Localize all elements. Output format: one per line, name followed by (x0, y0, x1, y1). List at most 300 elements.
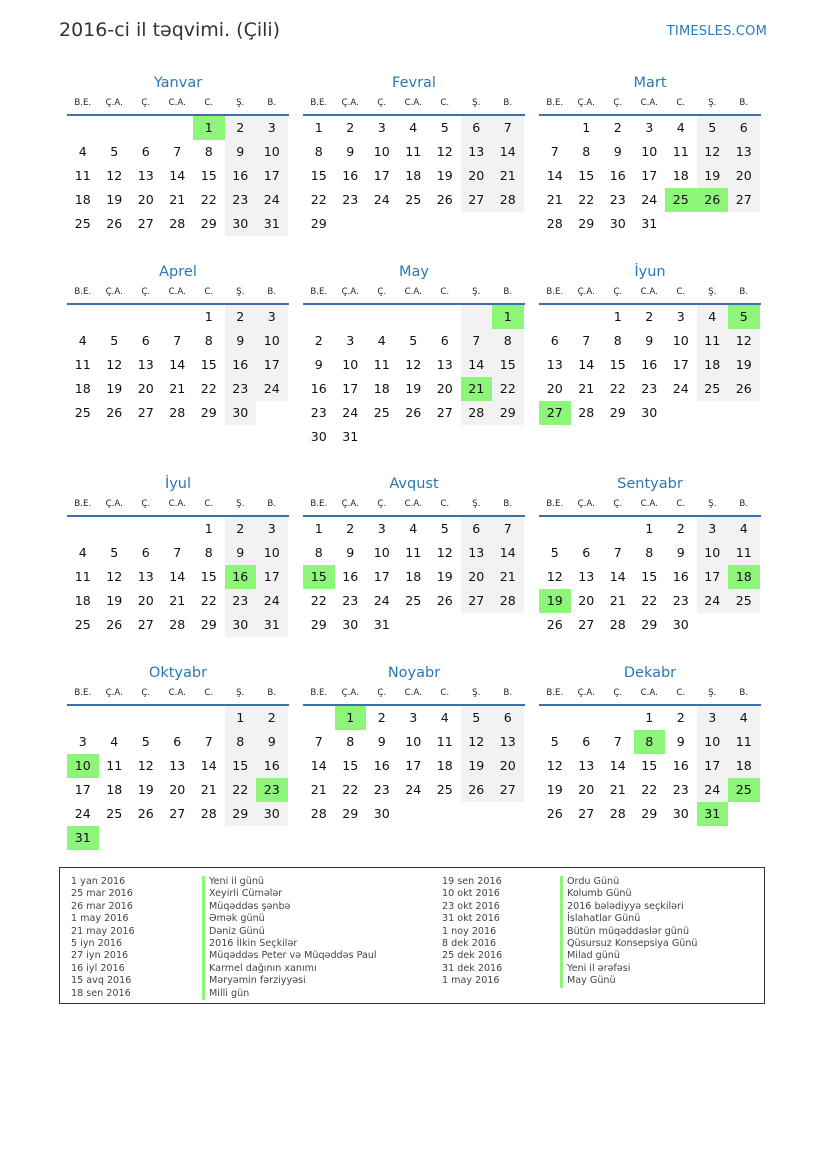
day-cell[interactable]: 13 (461, 140, 493, 164)
day-cell[interactable]: 21 (461, 377, 493, 401)
day-cell[interactable]: 8 (492, 329, 524, 353)
day-cell[interactable]: 26 (546, 617, 563, 632)
day-cell[interactable]: 1 (225, 706, 257, 730)
day-cell[interactable]: 18 (74, 192, 91, 207)
day-cell[interactable]: 10 (697, 541, 729, 565)
day-cell[interactable]: 25 (665, 188, 697, 212)
day-cell[interactable]: 7 (613, 734, 622, 749)
day-cell[interactable]: 5 (550, 545, 559, 560)
day-cell[interactable]: 24 (672, 381, 689, 396)
day-cell[interactable]: 22 (342, 782, 359, 797)
day-cell[interactable]: 5 (110, 333, 119, 348)
day-cell[interactable]: 1 (492, 305, 524, 329)
day-cell[interactable]: 10 (405, 734, 422, 749)
day-cell[interactable]: 11 (373, 357, 390, 372)
day-cell[interactable]: 31 (641, 216, 658, 231)
day-cell[interactable]: 27 (137, 405, 154, 420)
day-cell[interactable]: 29 (225, 802, 257, 826)
day-cell[interactable]: 19 (405, 381, 422, 396)
day-cell[interactable]: 30 (225, 212, 257, 236)
day-cell[interactable]: 4 (78, 545, 87, 560)
day-cell[interactable]: 4 (697, 305, 729, 329)
day-cell[interactable]: 13 (137, 357, 154, 372)
day-cell[interactable]: 3 (346, 333, 355, 348)
day-cell[interactable]: 28 (546, 216, 563, 231)
day-cell[interactable]: 31 (373, 617, 390, 632)
day-cell[interactable]: 15 (303, 565, 335, 589)
day-cell[interactable]: 19 (546, 782, 563, 797)
day-cell[interactable]: 26 (106, 617, 123, 632)
day-cell[interactable]: 5 (409, 333, 418, 348)
day-cell[interactable]: 3 (256, 305, 288, 329)
day-cell[interactable]: 12 (106, 168, 123, 183)
day-cell[interactable]: 25 (405, 192, 422, 207)
day-cell[interactable]: 1 (645, 521, 654, 536)
day-cell[interactable]: 29 (492, 401, 524, 425)
day-cell[interactable]: 19 (106, 192, 123, 207)
day-cell[interactable]: 13 (461, 541, 493, 565)
day-cell[interactable]: 5 (110, 144, 119, 159)
day-cell[interactable]: 21 (609, 593, 626, 608)
day-cell[interactable]: 24 (342, 405, 359, 420)
day-cell[interactable]: 17 (256, 164, 288, 188)
day-cell[interactable]: 21 (546, 192, 563, 207)
day-cell[interactable]: 9 (225, 329, 257, 353)
day-cell[interactable]: 1 (314, 521, 323, 536)
day-cell[interactable]: 21 (609, 782, 626, 797)
day-cell[interactable]: 10 (342, 357, 359, 372)
day-cell[interactable]: 21 (492, 164, 524, 188)
day-cell[interactable]: 21 (169, 593, 186, 608)
day-cell[interactable]: 14 (609, 569, 626, 584)
day-cell[interactable]: 18 (74, 381, 91, 396)
day-cell[interactable]: 11 (74, 357, 91, 372)
day-cell[interactable]: 24 (256, 188, 288, 212)
day-cell[interactable]: 20 (137, 593, 154, 608)
day-cell[interactable]: 28 (461, 401, 493, 425)
day-cell[interactable]: 20 (436, 381, 453, 396)
day-cell[interactable]: 21 (310, 782, 327, 797)
day-cell[interactable]: 24 (373, 593, 390, 608)
day-cell[interactable]: 10 (256, 140, 288, 164)
day-cell[interactable]: 19 (728, 353, 760, 377)
day-cell[interactable]: 19 (106, 593, 123, 608)
day-cell[interactable]: 26 (697, 188, 729, 212)
day-cell[interactable]: 26 (461, 778, 493, 802)
day-cell[interactable]: 23 (225, 377, 257, 401)
day-cell[interactable]: 10 (672, 333, 689, 348)
day-cell[interactable]: 8 (613, 333, 622, 348)
day-cell[interactable]: 17 (641, 168, 658, 183)
day-cell[interactable]: 1 (314, 120, 323, 135)
day-cell[interactable]: 26 (728, 377, 760, 401)
day-cell[interactable]: 26 (106, 216, 123, 231)
day-cell[interactable]: 30 (373, 806, 390, 821)
day-cell[interactable]: 5 (550, 734, 559, 749)
day-cell[interactable]: 6 (141, 545, 150, 560)
day-cell[interactable]: 22 (200, 192, 217, 207)
day-cell[interactable]: 14 (492, 140, 524, 164)
day-cell[interactable]: 6 (440, 333, 449, 348)
day-cell[interactable]: 20 (461, 164, 493, 188)
day-cell[interactable]: 28 (609, 617, 626, 632)
day-cell[interactable]: 6 (141, 333, 150, 348)
day-cell[interactable]: 17 (405, 758, 422, 773)
day-cell[interactable]: 3 (377, 120, 386, 135)
day-cell[interactable]: 25 (728, 589, 760, 613)
day-cell[interactable]: 10 (641, 144, 658, 159)
day-cell[interactable]: 9 (613, 144, 622, 159)
day-cell[interactable]: 25 (74, 617, 91, 632)
day-cell[interactable]: 2 (225, 517, 257, 541)
day-cell[interactable]: 26 (137, 806, 154, 821)
day-cell[interactable]: 1 (335, 706, 367, 730)
day-cell[interactable]: 18 (672, 168, 689, 183)
day-cell[interactable]: 20 (578, 782, 595, 797)
day-cell[interactable]: 12 (106, 569, 123, 584)
day-cell[interactable]: 17 (697, 565, 729, 589)
day-cell[interactable]: 6 (141, 144, 150, 159)
day-cell[interactable]: 11 (74, 569, 91, 584)
day-cell[interactable]: 22 (578, 192, 595, 207)
day-cell[interactable]: 6 (582, 734, 591, 749)
day-cell[interactable]: 12 (137, 758, 154, 773)
day-cell[interactable]: 16 (641, 357, 658, 372)
day-cell[interactable]: 25 (106, 806, 123, 821)
day-cell[interactable]: 27 (169, 806, 186, 821)
day-cell[interactable]: 28 (609, 806, 626, 821)
day-cell[interactable]: 7 (173, 144, 182, 159)
day-cell[interactable]: 1 (204, 521, 213, 536)
day-cell[interactable]: 18 (436, 758, 453, 773)
day-cell[interactable]: 15 (342, 758, 359, 773)
day-cell[interactable]: 30 (225, 401, 257, 425)
day-cell[interactable]: 17 (256, 353, 288, 377)
day-cell[interactable]: 3 (697, 517, 729, 541)
day-cell[interactable]: 27 (461, 188, 493, 212)
day-cell[interactable]: 25 (405, 593, 422, 608)
day-cell[interactable]: 10 (67, 754, 99, 778)
day-cell[interactable]: 5 (697, 116, 729, 140)
day-cell[interactable]: 14 (609, 758, 626, 773)
day-cell[interactable]: 30 (672, 617, 689, 632)
day-cell[interactable]: 3 (409, 710, 418, 725)
day-cell[interactable]: 6 (461, 116, 493, 140)
day-cell[interactable]: 12 (106, 357, 123, 372)
day-cell[interactable]: 19 (539, 589, 571, 613)
day-cell[interactable]: 29 (342, 806, 359, 821)
day-cell[interactable]: 18 (405, 168, 422, 183)
day-cell[interactable]: 24 (373, 192, 390, 207)
day-cell[interactable]: 20 (728, 164, 760, 188)
day-cell[interactable]: 21 (169, 192, 186, 207)
day-cell[interactable]: 9 (256, 730, 288, 754)
day-cell[interactable]: 11 (74, 168, 91, 183)
day-cell[interactable]: 26 (546, 806, 563, 821)
day-cell[interactable]: 14 (461, 353, 493, 377)
day-cell[interactable]: 3 (256, 116, 288, 140)
day-cell[interactable]: 1 (204, 309, 213, 324)
day-cell[interactable]: 17 (373, 569, 390, 584)
day-cell[interactable]: 27 (578, 617, 595, 632)
day-cell[interactable]: 27 (578, 806, 595, 821)
day-cell[interactable]: 25 (436, 782, 453, 797)
day-cell[interactable]: 1 (193, 116, 225, 140)
day-cell[interactable]: 3 (676, 309, 685, 324)
day-cell[interactable]: 15 (200, 569, 217, 584)
day-cell[interactable]: 7 (204, 734, 213, 749)
day-cell[interactable]: 23 (609, 192, 626, 207)
day-cell[interactable]: 12 (546, 758, 563, 773)
day-cell[interactable]: 24 (74, 806, 91, 821)
day-cell[interactable]: 18 (373, 381, 390, 396)
day-cell[interactable]: 9 (676, 734, 685, 749)
day-cell[interactable]: 12 (728, 329, 760, 353)
day-cell[interactable]: 23 (256, 778, 288, 802)
day-cell[interactable]: 14 (200, 758, 217, 773)
day-cell[interactable]: 21 (169, 381, 186, 396)
day-cell[interactable]: 7 (550, 144, 559, 159)
day-cell[interactable]: 4 (728, 517, 760, 541)
day-cell[interactable]: 12 (436, 545, 453, 560)
day-cell[interactable]: 9 (377, 734, 386, 749)
day-cell[interactable]: 21 (578, 381, 595, 396)
day-cell[interactable]: 23 (672, 593, 689, 608)
day-cell[interactable]: 28 (169, 617, 186, 632)
day-cell[interactable]: 2 (225, 305, 257, 329)
day-cell[interactable]: 14 (492, 541, 524, 565)
day-cell[interactable]: 25 (728, 778, 760, 802)
day-cell[interactable]: 30 (641, 405, 658, 420)
day-cell[interactable]: 29 (310, 216, 327, 231)
day-cell[interactable]: 16 (672, 569, 689, 584)
day-cell[interactable]: 29 (200, 216, 217, 231)
day-cell[interactable]: 13 (578, 569, 595, 584)
day-cell[interactable]: 14 (169, 357, 186, 372)
day-cell[interactable]: 16 (672, 758, 689, 773)
day-cell[interactable]: 28 (578, 405, 595, 420)
day-cell[interactable]: 8 (225, 730, 257, 754)
day-cell[interactable]: 8 (645, 545, 654, 560)
day-cell[interactable]: 23 (225, 589, 257, 613)
day-cell[interactable]: 10 (256, 329, 288, 353)
day-cell[interactable]: 30 (609, 216, 626, 231)
day-cell[interactable]: 18 (106, 782, 123, 797)
day-cell[interactable]: 22 (225, 778, 257, 802)
day-cell[interactable]: 17 (74, 782, 91, 797)
day-cell[interactable]: 8 (582, 144, 591, 159)
day-cell[interactable]: 13 (578, 758, 595, 773)
day-cell[interactable]: 9 (645, 333, 654, 348)
day-cell[interactable]: 10 (697, 730, 729, 754)
day-cell[interactable]: 17 (256, 565, 288, 589)
day-cell[interactable]: 13 (728, 140, 760, 164)
day-cell[interactable]: 23 (373, 782, 390, 797)
day-cell[interactable]: 8 (204, 144, 213, 159)
day-cell[interactable]: 27 (461, 589, 493, 613)
day-cell[interactable]: 31 (697, 802, 729, 826)
day-cell[interactable]: 9 (346, 545, 355, 560)
day-cell[interactable]: 14 (169, 569, 186, 584)
day-cell[interactable]: 8 (634, 730, 666, 754)
day-cell[interactable]: 26 (436, 593, 453, 608)
day-cell[interactable]: 6 (550, 333, 559, 348)
day-cell[interactable]: 4 (440, 710, 449, 725)
day-cell[interactable]: 20 (137, 192, 154, 207)
day-cell[interactable]: 11 (405, 545, 422, 560)
day-cell[interactable]: 29 (641, 617, 658, 632)
day-cell[interactable]: 17 (697, 754, 729, 778)
day-cell[interactable]: 2 (314, 333, 323, 348)
day-cell[interactable]: 9 (225, 541, 257, 565)
day-cell[interactable]: 25 (74, 405, 91, 420)
day-cell[interactable]: 30 (310, 429, 327, 444)
day-cell[interactable]: 25 (373, 405, 390, 420)
day-cell[interactable]: 25 (74, 216, 91, 231)
day-cell[interactable]: 18 (405, 569, 422, 584)
day-cell[interactable]: 21 (492, 565, 524, 589)
day-cell[interactable]: 12 (405, 357, 422, 372)
day-cell[interactable]: 30 (672, 806, 689, 821)
day-cell[interactable]: 16 (310, 381, 327, 396)
day-cell[interactable]: 8 (204, 333, 213, 348)
day-cell[interactable]: 31 (256, 613, 288, 637)
day-cell[interactable]: 10 (256, 541, 288, 565)
day-cell[interactable]: 19 (436, 168, 453, 183)
day-cell[interactable]: 30 (225, 613, 257, 637)
day-cell[interactable]: 29 (578, 216, 595, 231)
day-cell[interactable]: 4 (78, 144, 87, 159)
day-cell[interactable]: 15 (200, 357, 217, 372)
day-cell[interactable]: 18 (728, 754, 760, 778)
day-cell[interactable]: 5 (110, 545, 119, 560)
day-cell[interactable]: 13 (546, 357, 563, 372)
day-cell[interactable]: 20 (546, 381, 563, 396)
day-cell[interactable]: 22 (641, 782, 658, 797)
day-cell[interactable]: 22 (200, 593, 217, 608)
day-cell[interactable]: 14 (169, 168, 186, 183)
brand-link[interactable]: TIMESLES.COM (666, 24, 767, 39)
day-cell[interactable]: 9 (225, 140, 257, 164)
day-cell[interactable]: 9 (346, 144, 355, 159)
day-cell[interactable]: 19 (106, 381, 123, 396)
day-cell[interactable]: 12 (546, 569, 563, 584)
day-cell[interactable]: 29 (200, 405, 217, 420)
day-cell[interactable]: 31 (342, 429, 359, 444)
day-cell[interactable]: 13 (169, 758, 186, 773)
day-cell[interactable]: 19 (461, 754, 493, 778)
day-cell[interactable]: 18 (74, 593, 91, 608)
day-cell[interactable]: 19 (697, 164, 729, 188)
day-cell[interactable]: 23 (225, 188, 257, 212)
day-cell[interactable]: 4 (78, 333, 87, 348)
day-cell[interactable]: 5 (440, 521, 449, 536)
day-cell[interactable]: 15 (200, 168, 217, 183)
day-cell[interactable]: 30 (256, 802, 288, 826)
day-cell[interactable]: 8 (346, 734, 355, 749)
day-cell[interactable]: 2 (256, 706, 288, 730)
day-cell[interactable]: 12 (436, 144, 453, 159)
day-cell[interactable]: 17 (342, 381, 359, 396)
day-cell[interactable]: 24 (641, 192, 658, 207)
day-cell[interactable]: 2 (676, 710, 685, 725)
day-cell[interactable]: 2 (225, 116, 257, 140)
day-cell[interactable]: 18 (697, 353, 729, 377)
day-cell[interactable]: 14 (310, 758, 327, 773)
day-cell[interactable]: 5 (728, 305, 760, 329)
day-cell[interactable]: 8 (314, 545, 323, 560)
day-cell[interactable]: 15 (641, 758, 658, 773)
day-cell[interactable]: 6 (492, 706, 524, 730)
day-cell[interactable]: 14 (578, 357, 595, 372)
day-cell[interactable]: 28 (492, 589, 524, 613)
day-cell[interactable]: 15 (310, 168, 327, 183)
day-cell[interactable]: 3 (256, 517, 288, 541)
day-cell[interactable]: 7 (492, 517, 524, 541)
day-cell[interactable]: 7 (173, 545, 182, 560)
day-cell[interactable]: 28 (169, 216, 186, 231)
day-cell[interactable]: 27 (137, 617, 154, 632)
day-cell[interactable]: 2 (613, 120, 622, 135)
day-cell[interactable]: 4 (409, 521, 418, 536)
day-cell[interactable]: 15 (609, 357, 626, 372)
day-cell[interactable]: 16 (225, 565, 257, 589)
day-cell[interactable]: 10 (373, 144, 390, 159)
day-cell[interactable]: 11 (728, 541, 760, 565)
day-cell[interactable]: 28 (492, 188, 524, 212)
day-cell[interactable]: 16 (225, 353, 257, 377)
day-cell[interactable]: 3 (377, 521, 386, 536)
day-cell[interactable]: 30 (342, 617, 359, 632)
day-cell[interactable]: 2 (645, 309, 654, 324)
day-cell[interactable]: 22 (310, 593, 327, 608)
day-cell[interactable]: 8 (204, 545, 213, 560)
day-cell[interactable]: 1 (613, 309, 622, 324)
day-cell[interactable]: 16 (256, 754, 288, 778)
day-cell[interactable]: 4 (409, 120, 418, 135)
day-cell[interactable]: 20 (492, 754, 524, 778)
day-cell[interactable]: 28 (200, 806, 217, 821)
day-cell[interactable]: 11 (405, 144, 422, 159)
day-cell[interactable]: 7 (582, 333, 591, 348)
day-cell[interactable]: 8 (314, 144, 323, 159)
day-cell[interactable]: 1 (582, 120, 591, 135)
day-cell[interactable]: 27 (539, 401, 571, 425)
day-cell[interactable]: 6 (173, 734, 182, 749)
day-cell[interactable]: 16 (609, 168, 626, 183)
day-cell[interactable]: 21 (200, 782, 217, 797)
day-cell[interactable]: 31 (67, 826, 99, 850)
day-cell[interactable]: 16 (342, 569, 359, 584)
day-cell[interactable]: 27 (728, 188, 760, 212)
day-cell[interactable]: 20 (169, 782, 186, 797)
day-cell[interactable]: 13 (492, 730, 524, 754)
day-cell[interactable]: 20 (137, 381, 154, 396)
day-cell[interactable]: 15 (641, 569, 658, 584)
day-cell[interactable]: 23 (342, 593, 359, 608)
day-cell[interactable]: 11 (672, 144, 689, 159)
day-cell[interactable]: 5 (141, 734, 150, 749)
day-cell[interactable]: 24 (256, 377, 288, 401)
day-cell[interactable]: 5 (440, 120, 449, 135)
day-cell[interactable]: 1 (645, 710, 654, 725)
day-cell[interactable]: 15 (492, 353, 524, 377)
day-cell[interactable]: 2 (346, 120, 355, 135)
day-cell[interactable]: 16 (342, 168, 359, 183)
day-cell[interactable]: 29 (310, 617, 327, 632)
day-cell[interactable]: 16 (225, 164, 257, 188)
day-cell[interactable]: 26 (436, 192, 453, 207)
